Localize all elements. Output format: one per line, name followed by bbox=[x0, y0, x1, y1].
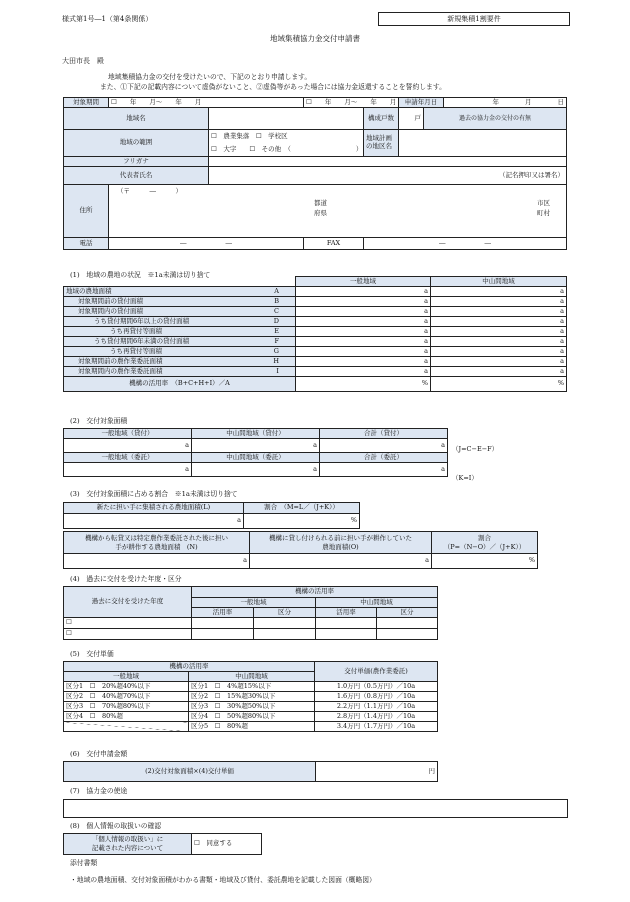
price-row-general[interactable]: 区分2 ☐ 40%超70%以下 bbox=[64, 692, 189, 702]
convert-area-field[interactable]: a bbox=[64, 554, 250, 569]
past-grant-table bbox=[63, 586, 438, 640]
form-type-box: 新規集積1割要件 bbox=[378, 12, 570, 26]
row-key: E bbox=[274, 326, 279, 335]
price-row-price: 2.8万円（1.4万円）／10a bbox=[315, 712, 438, 722]
agree-checkbox[interactable]: ☐ 同意する bbox=[192, 834, 262, 855]
col-general: 一般地域 bbox=[192, 598, 316, 608]
privacy-table bbox=[63, 833, 262, 855]
farmland-row-label bbox=[64, 367, 296, 377]
tel-label: 電話 bbox=[64, 238, 109, 250]
row-key: G bbox=[273, 346, 279, 355]
intro-line-2: また、①下記の記載内容について虚偽がないこと、②虚偽等があった場合には協力金返還することを誓約します。 bbox=[100, 83, 446, 91]
general-area-field[interactable]: a bbox=[296, 287, 431, 297]
mountain-area-field[interactable]: a bbox=[431, 297, 567, 307]
target-area-table bbox=[63, 428, 448, 477]
row-key: I bbox=[276, 366, 279, 375]
plan-area-field[interactable] bbox=[399, 130, 567, 157]
sub-rate: 活用率 bbox=[316, 608, 377, 618]
general-area-field[interactable]: a bbox=[296, 307, 431, 317]
ratio-m-field[interactable]: % bbox=[244, 514, 360, 529]
section1-heading: (1) 地域の農地の状況 ※1a未満は切り捨て bbox=[70, 271, 211, 279]
total-lend-field[interactable]: a bbox=[320, 439, 448, 453]
rate-cell[interactable] bbox=[192, 629, 254, 640]
row-label: うち貸付期間6年以上の貸付面積 bbox=[94, 316, 190, 325]
representative-label: 代表者氏名 bbox=[64, 167, 209, 185]
amount-field[interactable]: 円 bbox=[316, 762, 438, 782]
h-convert-2: 手が耕作する農地面積 (N) bbox=[115, 542, 198, 551]
ratio-p-field[interactable]: % bbox=[432, 554, 538, 569]
prefecture-label-2: 府県 bbox=[314, 209, 327, 217]
formula-j: （J=C−E−F） bbox=[452, 445, 499, 453]
general-area-field[interactable]: a bbox=[296, 297, 431, 307]
general-lend-field[interactable]: a bbox=[64, 439, 192, 453]
total-consign-field[interactable]: a bbox=[320, 463, 448, 477]
h-mountain-consign: 中山間地域（委託） bbox=[192, 453, 320, 463]
section6-heading: (6) 交付申請金額 bbox=[70, 750, 128, 758]
new-area-field[interactable]: a bbox=[64, 514, 244, 529]
applicant-table bbox=[63, 97, 567, 250]
fax-field[interactable]: ― ― bbox=[364, 238, 567, 250]
rate-cell[interactable] bbox=[316, 629, 377, 640]
row-label: うち再貸付等面積 bbox=[110, 346, 162, 355]
furigana-field[interactable] bbox=[209, 157, 567, 167]
mountain-area-field[interactable]: a bbox=[431, 337, 567, 347]
rate-cell[interactable] bbox=[192, 618, 254, 629]
class-cell[interactable] bbox=[377, 618, 438, 629]
col-general: 一般地域 bbox=[64, 672, 189, 682]
section3-heading: (3) 交付対象面積に占める割合 ※1a未満は切り捨て bbox=[70, 490, 238, 498]
tel-field[interactable]: ― ― bbox=[109, 238, 304, 250]
farmland-row-label bbox=[64, 327, 296, 337]
attachments-heading: 添付書類 bbox=[70, 859, 98, 867]
row-key: F bbox=[274, 336, 279, 345]
sub-rate: 活用率 bbox=[192, 608, 254, 618]
mountain-area-field[interactable]: a bbox=[431, 367, 567, 377]
farmland-table bbox=[63, 276, 567, 392]
unit-price-table bbox=[63, 661, 438, 732]
period-b[interactable]: ☐ 年 月～ 年 月 bbox=[304, 98, 399, 108]
class-cell[interactable] bbox=[254, 618, 316, 629]
farmland-row-label bbox=[64, 307, 296, 317]
section2-heading: (2) 交付対象面積 bbox=[70, 417, 128, 425]
before-area-field[interactable]: a bbox=[250, 554, 432, 569]
price-row-price: 1.0万円（0.5万円）／10a bbox=[315, 682, 438, 692]
row-key: D bbox=[273, 316, 279, 325]
general-area-field[interactable]: a bbox=[296, 347, 431, 357]
rate-label: 機構の活用率 （B+C+H+I）／A bbox=[64, 377, 296, 392]
intro-line-1: 地域集積協力金の交付を受けたいので、下記のとおり申請します。 bbox=[108, 73, 312, 81]
row-label: うち貸付期間6年未満の貸付面積 bbox=[94, 336, 190, 345]
price-row-mountain[interactable]: 区分2 ☐ 15%超30%以下 bbox=[189, 692, 315, 702]
price-row-general[interactable]: 区分3 ☐ 70%超80%以下 bbox=[64, 702, 189, 712]
fax-label: FAX bbox=[304, 238, 364, 250]
h-total-consign: 合計（委託） bbox=[320, 453, 448, 463]
row-label: うち再貸付等面積 bbox=[110, 326, 162, 335]
households-unit[interactable]: 戸 bbox=[399, 108, 424, 130]
col-general: 一般地域 bbox=[296, 277, 431, 287]
usage-field[interactable] bbox=[63, 799, 568, 818]
row-label: 地域の農地面積 bbox=[66, 286, 112, 295]
general-consign-field[interactable]: a bbox=[64, 463, 192, 477]
ratio-table-1 bbox=[63, 502, 360, 529]
col-rate: 機構の活用率 bbox=[192, 587, 438, 598]
area-name-label: 地域名 bbox=[64, 108, 209, 130]
mountain-rate-field[interactable]: % bbox=[431, 377, 567, 392]
past-grant-label: 過去の協力金の交付の有無 bbox=[424, 108, 567, 130]
farmland-row-label bbox=[64, 287, 296, 297]
farmland-row-label bbox=[64, 297, 296, 307]
privacy-label-2: 記載された内容について bbox=[91, 844, 164, 852]
addressee: 大田市長 殿 bbox=[62, 57, 104, 65]
row-label: 対象期間前の貸付面積 bbox=[78, 296, 143, 305]
price-row-general[interactable]: 区分1 ☐ 20%超40%以下 bbox=[64, 682, 189, 692]
h-total-lend: 合計（貸付） bbox=[320, 429, 448, 439]
price-row-mountain[interactable]: 区分4 ☐ 50%超80%以下 bbox=[189, 712, 315, 722]
row-key: C bbox=[274, 306, 279, 315]
general-area-field[interactable]: a bbox=[296, 357, 431, 367]
h-mountain-lend: 中山間地域（貸付） bbox=[192, 429, 320, 439]
section8-heading: (8) 個人情報の取扱いの確認 bbox=[70, 822, 162, 830]
class-cell[interactable] bbox=[254, 629, 316, 640]
mountain-area-field[interactable]: a bbox=[431, 307, 567, 317]
price-row-mountain[interactable]: 区分5 ☐ 80%超 bbox=[189, 722, 315, 732]
general-area-field[interactable]: a bbox=[296, 337, 431, 347]
class-cell[interactable] bbox=[377, 629, 438, 640]
row-key: A bbox=[274, 286, 279, 295]
amount-label: (2)交付対象面積×(4)交付単価 bbox=[64, 762, 316, 782]
h-ratio-p: 割合 bbox=[478, 533, 491, 542]
mountain-area-field[interactable]: a bbox=[431, 327, 567, 337]
city-label-2: 町村 bbox=[537, 209, 550, 217]
rate-cell[interactable] bbox=[316, 618, 377, 629]
past-year-checkbox[interactable]: ☐ bbox=[64, 629, 192, 640]
mountain-area-field[interactable]: a bbox=[431, 287, 567, 297]
general-area-field[interactable]: a bbox=[296, 317, 431, 327]
price-row-mountain[interactable]: 区分1 ☐ 4%超15%以下 bbox=[189, 682, 315, 692]
col-mountain: 中山間地域 bbox=[189, 672, 315, 682]
h-before-2: 農地面積(O) bbox=[322, 542, 359, 551]
price-row-price: 2.2万円（1.1万円）／10a bbox=[315, 702, 438, 712]
scope-option-1[interactable]: ☐ 農業集落 ☐ 学校区 bbox=[211, 132, 288, 140]
mountain-consign-field[interactable]: a bbox=[192, 463, 320, 477]
general-rate-field[interactable]: % bbox=[296, 377, 431, 392]
h-convert-1: 機構から転貸又は特定農作業委託された後に担い bbox=[85, 533, 228, 542]
row-key: B bbox=[274, 296, 279, 305]
sub-class: 区分 bbox=[377, 608, 438, 618]
prefecture-label: 都道 bbox=[314, 199, 327, 207]
farmland-row-label bbox=[64, 337, 296, 347]
farmland-row-label bbox=[64, 357, 296, 367]
amount-table bbox=[63, 761, 438, 782]
sub-class: 区分 bbox=[254, 608, 316, 618]
apply-date-label: 申請年月日 bbox=[399, 98, 444, 108]
h-general-lend: 一般地域（貸付） bbox=[64, 429, 192, 439]
price-row-general[interactable]: 区分4 ☐ 80%超 bbox=[64, 712, 189, 722]
formula-k: （K=I） bbox=[452, 474, 478, 482]
h-ratio-m: 割合 （M=L／（J+K）） bbox=[244, 503, 360, 514]
col-mountain: 中山間地域 bbox=[316, 598, 438, 608]
postal-code[interactable]: （〒 ― ） bbox=[117, 187, 182, 195]
row-key: H bbox=[273, 356, 279, 365]
page-title: 地域集積協力金交付申請書 bbox=[270, 34, 360, 43]
area-name-field[interactable] bbox=[209, 108, 364, 130]
form-number: 様式第1号―1（第4条関係） bbox=[62, 15, 153, 23]
past-year-checkbox[interactable]: ☐ bbox=[64, 618, 192, 629]
price-row-price: 1.6万円（0.8万円）／10a bbox=[315, 692, 438, 702]
mountain-lend-field[interactable]: a bbox=[192, 439, 320, 453]
col-price: 交付単価(農作業委託) bbox=[315, 662, 438, 682]
city-label: 市区 bbox=[537, 199, 550, 207]
apply-date-field[interactable]: 年 月 日 bbox=[444, 98, 567, 108]
households-label: 構成戸数 bbox=[364, 108, 399, 130]
plan-area-label: 地域計画の地区名 bbox=[364, 130, 399, 157]
scope-option-2[interactable]: ☐ 大字 ☐ その他 （ ） bbox=[211, 145, 363, 153]
address-label: 住所 bbox=[64, 185, 109, 238]
row-label: 対象期間前の農作業委託面積 bbox=[78, 356, 163, 365]
section5-heading: (5) 交付単価 bbox=[70, 650, 114, 658]
row-label: 対象期間内の農作業委託面積 bbox=[78, 366, 163, 375]
row-label: 対象期間内の貸付面積 bbox=[78, 306, 143, 315]
area-scope-label: 地域の範囲 bbox=[64, 130, 209, 157]
section7-heading: (7) 協力金の使途 bbox=[70, 787, 128, 795]
period-a[interactable]: ☐ 年 月～ 年 月 bbox=[109, 98, 304, 108]
farmland-row-label bbox=[64, 347, 296, 357]
farmland-row-label bbox=[64, 317, 296, 327]
representative-note[interactable]: （記名押印又は署名） bbox=[209, 167, 567, 185]
period-label: 対象期間 bbox=[64, 98, 109, 108]
h-new-area: 新たに担い手に集積される農地面積(L) bbox=[64, 503, 244, 514]
general-area-field[interactable]: a bbox=[296, 367, 431, 377]
privacy-label-1: 「個人情報の取扱い」に bbox=[91, 835, 164, 843]
ratio-table-2 bbox=[63, 531, 538, 569]
attachments-item: ・地域の農地面積、交付対象面積がわかる書類・地域及び貸付、委託農地を記載した図面（概略図） bbox=[70, 876, 376, 884]
furigana-label: フリガナ bbox=[64, 157, 209, 167]
mountain-area-field[interactable]: a bbox=[431, 357, 567, 367]
general-area-field[interactable]: a bbox=[296, 327, 431, 337]
price-row-mountain[interactable]: 区分3 ☐ 30%超50%以下 bbox=[189, 702, 315, 712]
mountain-area-field[interactable]: a bbox=[431, 317, 567, 327]
col-rate: 機構の活用率 bbox=[64, 662, 315, 672]
col-mountain: 中山間地域 bbox=[431, 277, 567, 287]
h-general-consign: 一般地域（委託） bbox=[64, 453, 192, 463]
mountain-area-field[interactable]: a bbox=[431, 347, 567, 357]
col-past-year: 過去に交付を受けた年度 bbox=[64, 587, 192, 618]
price-row-general bbox=[64, 722, 189, 732]
h-ratio-p-formula: （P=（N−O）／（J+K）） bbox=[443, 542, 526, 551]
h-before-1: 機構に貸し付けられる前に担い手が耕作していた bbox=[269, 533, 412, 542]
section4-heading: (4) 過去に交付を受けた年度・区分 bbox=[70, 575, 182, 583]
price-row-price: 3.4万円（1.7万円）／10a bbox=[315, 722, 438, 732]
